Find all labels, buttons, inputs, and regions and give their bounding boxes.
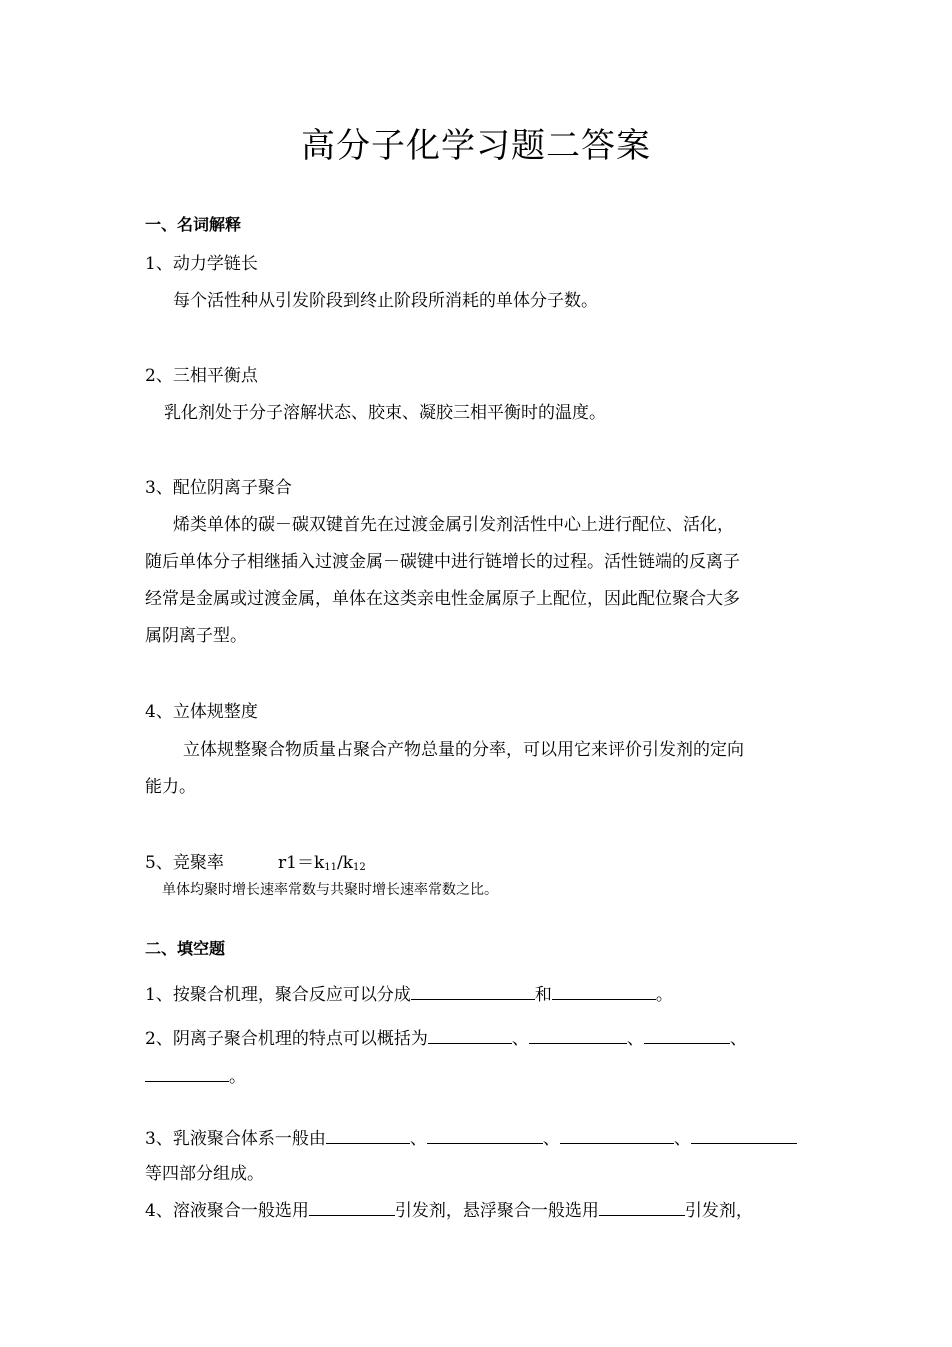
definition-4-line-2: 能力。 <box>145 777 196 797</box>
definition-3-line-1: 烯类单体的碳－碳双键首先在过渡金属引发剂活性中心上进行配位、活化， <box>173 515 734 535</box>
reactivity-ratio-formula <box>278 848 366 873</box>
page-title: 高分子化学习题二答案 <box>301 126 651 166</box>
blank[interactable] <box>411 981 535 1000</box>
separator: 、 <box>626 1029 644 1049</box>
formula-sub-1: 11 <box>324 862 337 873</box>
question-2 <box>145 1024 747 1049</box>
blank[interactable] <box>326 1125 410 1144</box>
term-2: 2、三相平衡点 <box>145 366 258 386</box>
question-4 <box>145 1196 753 1221</box>
question-1-text: 1、按聚合机理，聚合反应可以分成 <box>145 985 411 1005</box>
blank[interactable] <box>428 1025 512 1044</box>
question-4-text: 4、溶液聚合一般选用 <box>145 1201 309 1221</box>
question-3-text: 3、乳液聚合体系一般由 <box>145 1129 326 1149</box>
blank[interactable] <box>560 1125 674 1144</box>
separator: 、 <box>673 1129 691 1149</box>
definition-3-line-4: 属阴离子型。 <box>145 626 247 646</box>
formula-lhs: r1＝k <box>278 853 325 873</box>
definition-4-line-1: 立体规整聚合物质量占聚合产物总量的分率，可以用它来评价引发剂的定向 <box>183 740 744 760</box>
term-4: 4、立体规整度 <box>145 702 258 722</box>
separator: 、 <box>511 1029 529 1049</box>
section1-heading: 一、名词解释 <box>145 215 242 234</box>
question-1-end: 。 <box>655 985 673 1005</box>
term-1: 1、动力学链长 <box>145 254 258 274</box>
blank[interactable] <box>599 1197 685 1216</box>
definition-1-line-1: 每个活性种从引发阶段到终止阶段所消耗的单体分子数。 <box>173 291 598 311</box>
question-4-mid: 引发剂，悬浮聚合一般选用 <box>394 1201 599 1221</box>
formula-mid: /k <box>336 853 354 873</box>
separator: 、 <box>729 1029 747 1049</box>
definition-3-line-3: 经常是金属或过渡金属，单体在这类亲电性金属原子上配位，因此配位聚合大多 <box>145 589 740 609</box>
definition-5-line-1: 单体均聚时增长速率常数与共聚时增长速率常数之比。 <box>162 882 498 898</box>
blank[interactable] <box>145 1063 229 1082</box>
separator: 、 <box>409 1129 427 1149</box>
blank[interactable] <box>309 1197 395 1216</box>
blank[interactable] <box>427 1125 543 1144</box>
blank[interactable] <box>691 1125 797 1144</box>
question-2-text: 2、阴离子聚合机理的特点可以概括为 <box>145 1029 428 1049</box>
question-3-line-2: 等四部分组成。 <box>145 1164 264 1184</box>
separator: 、 <box>542 1129 560 1149</box>
question-1 <box>145 980 673 1005</box>
question-4-end: 引发剂， <box>684 1201 753 1221</box>
definition-3-line-2: 随后单体分子相继插入过渡金属－碳键中进行链增长的过程。活性链端的反离子 <box>145 552 740 572</box>
question-2-end: 。 <box>229 1067 246 1087</box>
formula-sub-2: 12 <box>353 862 366 873</box>
blank[interactable] <box>644 1025 730 1044</box>
question-1-and: 和 <box>534 985 552 1005</box>
blank[interactable] <box>552 981 656 1000</box>
term-3: 3、配位阴离子聚合 <box>145 478 292 498</box>
term-5: 5、竞聚率 <box>145 853 224 873</box>
definition-2-line-1: 乳化剂处于分子溶解状态、胶束、凝胶三相平衡时的温度。 <box>164 403 606 423</box>
question-2-line-2 <box>145 1062 246 1087</box>
blank[interactable] <box>529 1025 627 1044</box>
question-3 <box>145 1124 797 1149</box>
section2-heading: 二、填空题 <box>145 939 226 958</box>
